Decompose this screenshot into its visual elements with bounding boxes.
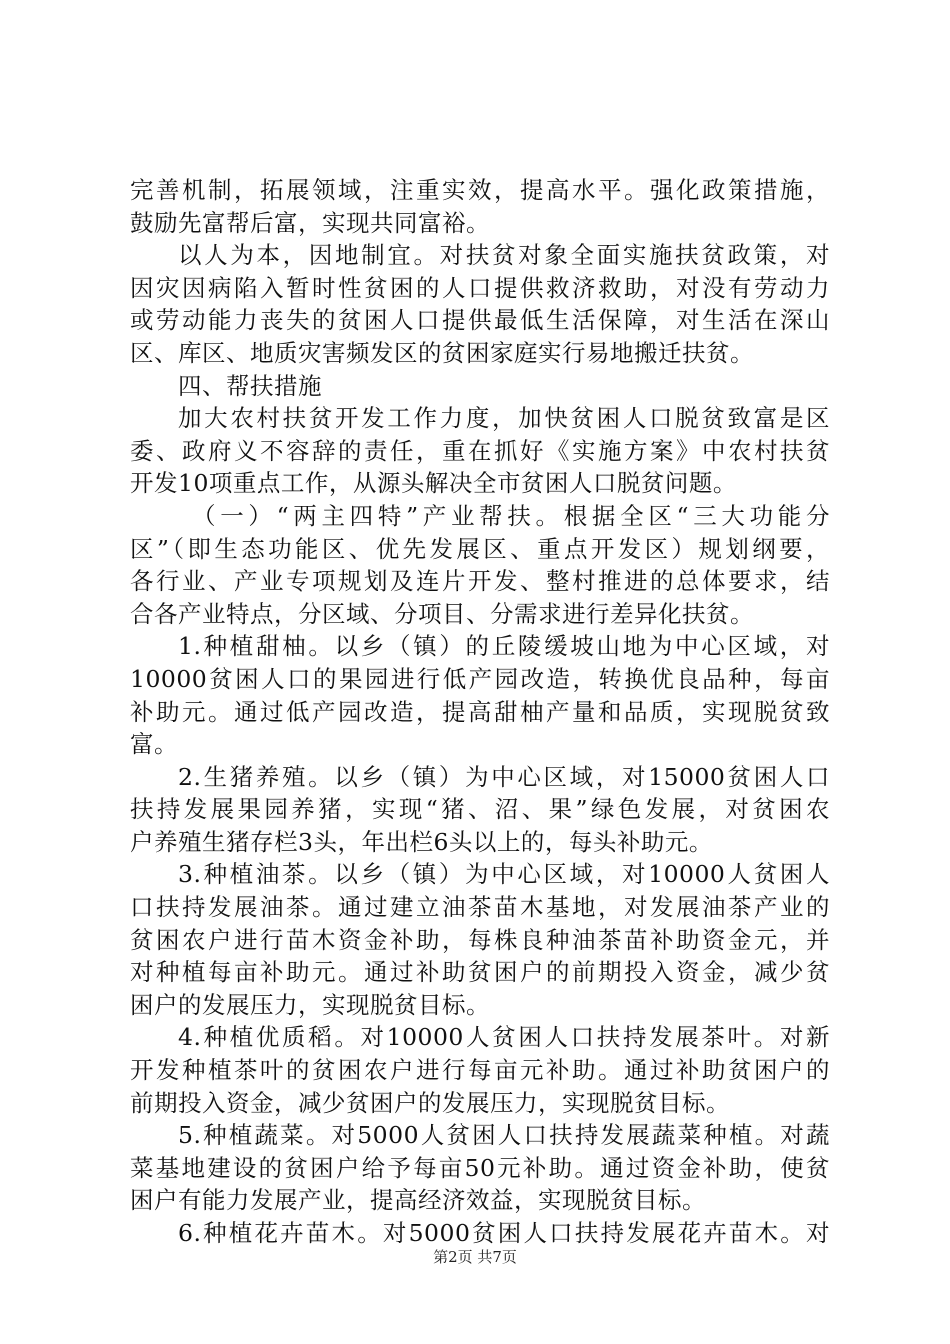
text-line: 四、帮扶措施 [178,371,322,400]
page-footer: 第2页 共7页 [433,1248,517,1266]
text-line: 贫困农户进行苗木资金补助，每株良种油茶苗补助资金元，并 [130,925,830,954]
text-line: 或劳动能力丧失的贫困人口提供最低生活保障，对生活在深山 [130,306,830,335]
text-line: 困户有能力发展产业，提高经济效益，实现脱贫目标。 [130,1186,706,1215]
text-line: 因灾因病陷入暂时性贫困的人口提供救济救助，对没有劳动力 [130,273,830,302]
text-line: 完善机制，拓展领域，注重实效，提高水平。强化政策措施， [130,176,830,204]
text-line: 加大农村扶贫开发工作力度，加快贫困人口脱贫致富是区 [178,404,830,433]
text-line: 对种植每亩补助元。通过补助贫困户的前期投入资金，减少贫 [130,958,830,987]
text-line: 困户的发展压力，实现脱贫目标。 [130,990,490,1019]
text-line: 区”（即生态功能区、优先发展区、重点开发区）规划纲要， [130,534,830,563]
text-line: 户养殖生猪存栏3头，年出栏6头以上的，每头补助元。 [130,827,713,856]
text-line: 开发种植茶叶的贫困农户进行每亩元补助。通过补助贫困户的 [130,1056,830,1085]
text-line: 以人为本，因地制宜。对扶贫对象全面实施扶贫政策，对 [178,241,830,270]
text-line: 6.种植花卉苗木。对5000贫困人口扶持发展花卉苗木。对 [178,1219,830,1247]
text-line: 补助元。通过低产园改造，提高甜柚产量和品质，实现脱贫致 [130,697,830,726]
text-line: 1.种植甜柚。以乡（镇）的丘陵缓坡山地为中心区域，对 [178,632,830,661]
text-line: 开发10项重点工作，从源头解决全市贫困人口脱贫问题。 [130,469,737,498]
text-line: 10000贫困人口的果园进行低产园改造，转换优良品种，每亩 [130,664,830,693]
text-line: 扶持发展果园养猪，实现“猪、沼、果”绿色发展，对贫困农 [130,795,830,824]
document-body [130,174,830,1250]
text-line: 各行业、产业专项规划及连片开发、整村推进的总体要求，结 [130,567,830,596]
text-line: 5.种植蔬菜。对5000人贫困人口扶持发展蔬菜种植。对蔬 [178,1121,830,1150]
text-line: 前期投入资金，减少贫困户的发展压力，实现脱贫目标。 [130,1088,730,1117]
text-line: 口扶持发展油茶。通过建立油茶苗木基地，对发展油茶产业的 [130,893,830,922]
text-line: 2.生猪养殖。以乡（镇）为中心区域，对15000贫困人口 [178,762,830,791]
text-line: 3.种植油茶。以乡（镇）为中心区域，对10000人贫困人 [178,860,830,889]
text-line: （一）“两主四特”产业帮扶。根据全区“三大功能分 [192,501,830,530]
text-line: 合各产业特点，分区域、分项目、分需求进行差异化扶贫。 [130,599,754,628]
text-line: 富。 [130,730,178,759]
text-line: 鼓励先富帮后富，实现共同富裕。 [130,208,490,237]
text-line: 4.种植优质稻。对10000人贫困人口扶持发展茶叶。对新 [178,1023,830,1052]
text-line: 委、政府义不容辞的责任，重在抓好《实施方案》中农村扶贫 [130,436,830,465]
text-line: 菜基地建设的贫困户给予每亩50元补助。通过资金补助，使贫 [130,1153,830,1182]
text-line: 区、库区、地质灾害频发区的贫困家庭实行易地搬迁扶贫。 [130,338,754,367]
